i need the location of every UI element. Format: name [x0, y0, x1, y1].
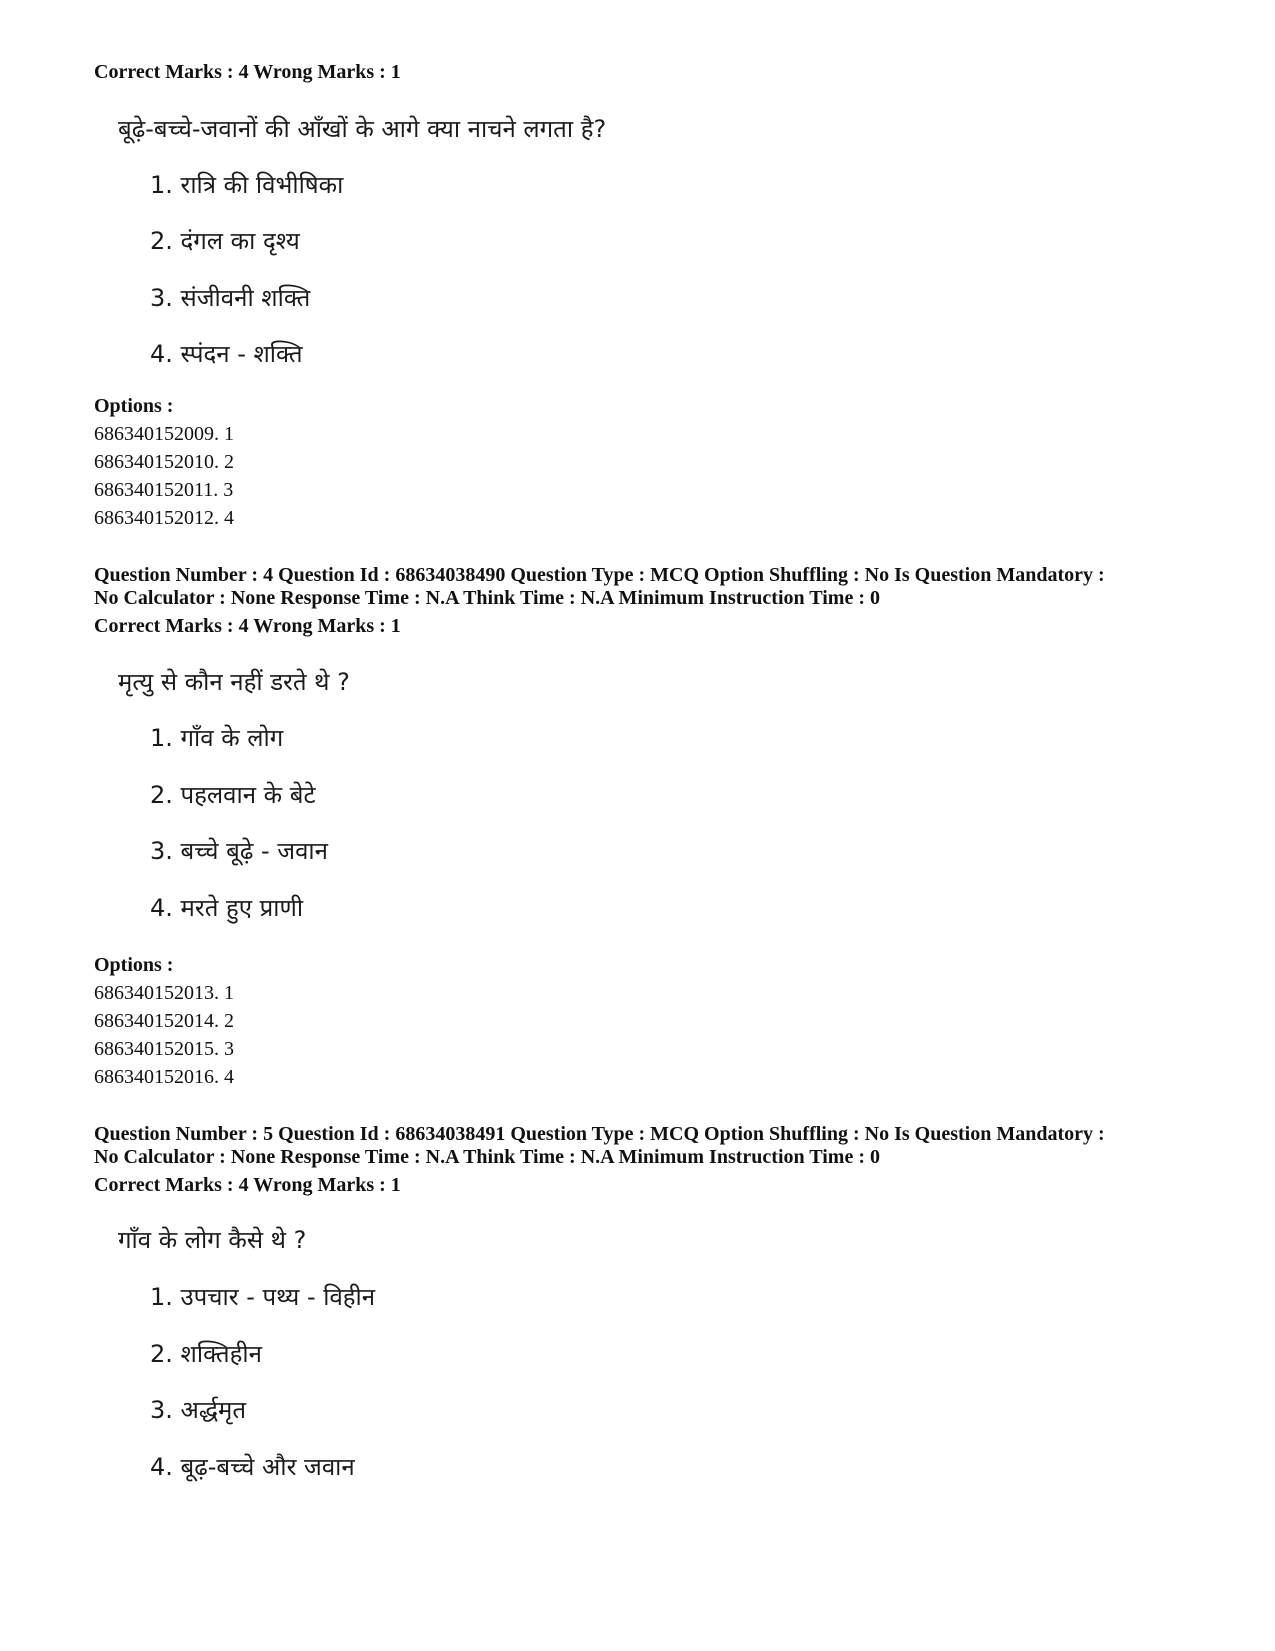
choice-item: 1. रात्रि की विभीषिका: [150, 171, 344, 199]
option-id: 686340152012. 4: [94, 507, 234, 529]
choice-item: 2. दंगल का दृश्य: [150, 227, 300, 255]
choice-item: 3. बच्चे बूढ़े - जवान: [150, 837, 328, 865]
option-id: 686340152011. 3: [94, 479, 234, 501]
question-text: बूढ़े-बच्चे-जवानों की आँखों के आगे क्या नाचने लगता है?: [118, 115, 607, 143]
question-header: No Calculator : None Response Time : N.A Think Time : N.A Minimum Instruction Time : 0: [94, 1146, 880, 1168]
choice-item: 4. बूढ़-बच्चे और जवान: [150, 1453, 355, 1481]
marks-line: Correct Marks : 4 Wrong Marks : 1: [94, 61, 401, 83]
option-id: 686340152009. 1: [94, 423, 234, 445]
choice-item: 4. मरते हुए प्राणी: [150, 894, 304, 922]
choice-item: 3. संजीवनी शक्ति: [150, 284, 311, 312]
choice-item: 2. शक्तिहीन: [150, 1340, 262, 1368]
option-id: 686340152016. 4: [94, 1066, 234, 1088]
marks-line: Correct Marks : 4 Wrong Marks : 1: [94, 615, 401, 637]
option-id: 686340152014. 2: [94, 1010, 234, 1032]
question-header: Question Number : 4 Question Id : 68634038490 Question Type : MCQ Option Shuffling : No Is Question Mandatory :: [94, 564, 1105, 586]
marks-line: Correct Marks : 4 Wrong Marks : 1: [94, 1174, 401, 1196]
question-text: मृत्यु से कौन नहीं डरते थे ?: [118, 668, 350, 696]
choice-item: 1. गाँव के लोग: [150, 724, 284, 752]
question-header: No Calculator : None Response Time : N.A Think Time : N.A Minimum Instruction Time : 0: [94, 587, 880, 609]
option-id: 686340152015. 3: [94, 1038, 234, 1060]
choice-item: 3. अर्द्धमृत: [150, 1396, 247, 1424]
option-id: 686340152013. 1: [94, 982, 234, 1004]
options-label: Options :: [94, 954, 174, 976]
choice-item: 1. उपचार - पथ्य - विहीन: [150, 1283, 376, 1311]
choice-item: 4. स्पंदन - शक्ति: [150, 340, 303, 368]
option-id: 686340152010. 2: [94, 451, 234, 473]
choice-item: 2. पहलवान के बेटे: [150, 781, 316, 809]
question-text: गाँव के लोग कैसे थे ?: [118, 1226, 307, 1254]
options-label: Options :: [94, 395, 174, 417]
question-header: Question Number : 5 Question Id : 68634038491 Question Type : MCQ Option Shuffling : No Is Question Mandatory :: [94, 1123, 1105, 1145]
